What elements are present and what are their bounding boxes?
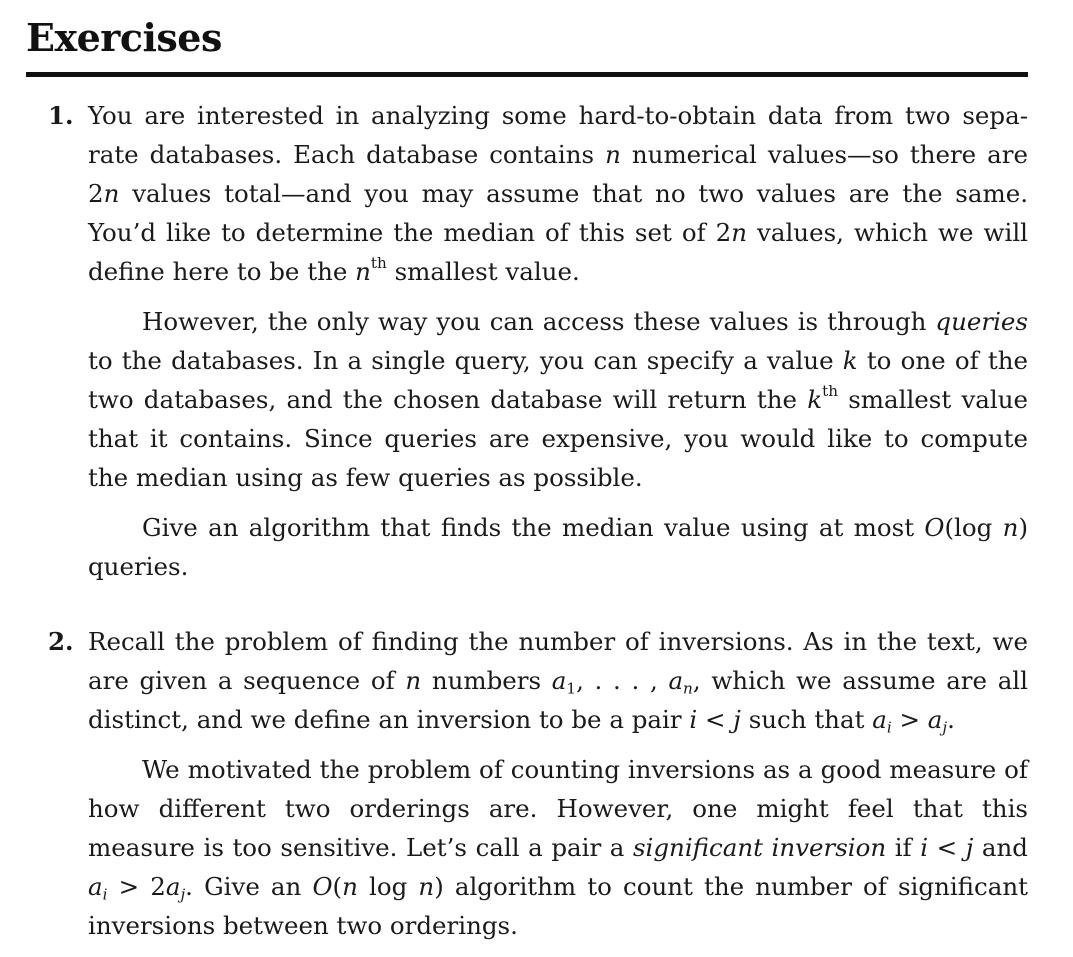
subscript: j (942, 718, 948, 737)
math-variable: j (965, 833, 974, 862)
exercise-number: 2. (48, 627, 74, 656)
math-variable: n (418, 872, 435, 901)
math-variable: k (842, 346, 858, 375)
subscript: i (886, 718, 892, 737)
math-variable: k (807, 385, 823, 414)
heading-rule (26, 72, 1028, 77)
math-variable: n (342, 872, 358, 901)
math-variable: a (927, 705, 943, 734)
exercise-paragraph: Recall the problem of finding the number of inversions. As in the text, we are given a sequence of n numbers $a_1$, . . . , $a_n$, which we assume are all distinct, and we define an inversion to be a pair i < j such that $a_i > a_j$. (88, 627, 1028, 737)
exercise-paragraph: You are interested in analyzing some hard-to-obtain data from two sepa-rate databases. Each database contains n numerical values—so there are 2n values total—and you may assume that no two values are the same. You’d like to determine the median of this set of 2n values, which we will define here to be the $n^{th}$ smallest value. (88, 101, 1028, 286)
math-variable: a (165, 872, 181, 901)
math-variable: n (103, 179, 120, 208)
math-variable: i (920, 833, 929, 862)
exercise-number: 1. (48, 101, 74, 130)
section-heading: Exercises (26, 15, 222, 60)
superscript: th (370, 254, 387, 273)
math-variable: n (605, 140, 621, 169)
emphasized-term: significant inversion (632, 833, 887, 862)
math-variable: n (355, 257, 371, 286)
math-variable: n (405, 666, 422, 695)
exercise-paragraph: However, the only way you can access these values is through queries to the databases. In a single query, you can specify a value k to one of the two databases, and the chosen database will return the $k^{th}$ smallest value that it contains. Since queries are expensive, you would like to compute the median using as few queries as possible. (88, 307, 1029, 492)
subscript: 1 (566, 679, 577, 698)
math-variable: a (551, 666, 567, 695)
exercise-2 (26, 622, 1028, 945)
exercise-1 (26, 96, 1028, 586)
math-variable: j (733, 705, 741, 734)
subscript: j (180, 885, 186, 904)
math-variable: n (731, 218, 748, 247)
math-variable: O (924, 513, 945, 542)
math-variable: O (312, 872, 333, 901)
math-variable: n (1002, 513, 1019, 542)
subscript: n (683, 679, 693, 698)
math-variable: a (88, 872, 103, 901)
math-variable: i (689, 705, 698, 734)
emphasized-term: queries (935, 307, 1028, 336)
document-page (26, 14, 1028, 945)
exercise-paragraph: Give an algorithm that finds the median value using at most O(log n) queries. (88, 513, 1028, 581)
exercise-paragraph: We motivated the problem of counting inversions as a good measure of how different two orderings are. However, one might feel that this measure is too sensitive. Let’s call a pair a significant inversion if i < j and $a_i > 2a_j$. Give an O(n log n) algorithm to count the number of significant inversions between two orderings. (88, 755, 1028, 940)
math-variable: a (872, 705, 887, 734)
subscript: i (102, 885, 108, 904)
superscript: th (822, 382, 839, 401)
math-variable: a (668, 666, 684, 695)
